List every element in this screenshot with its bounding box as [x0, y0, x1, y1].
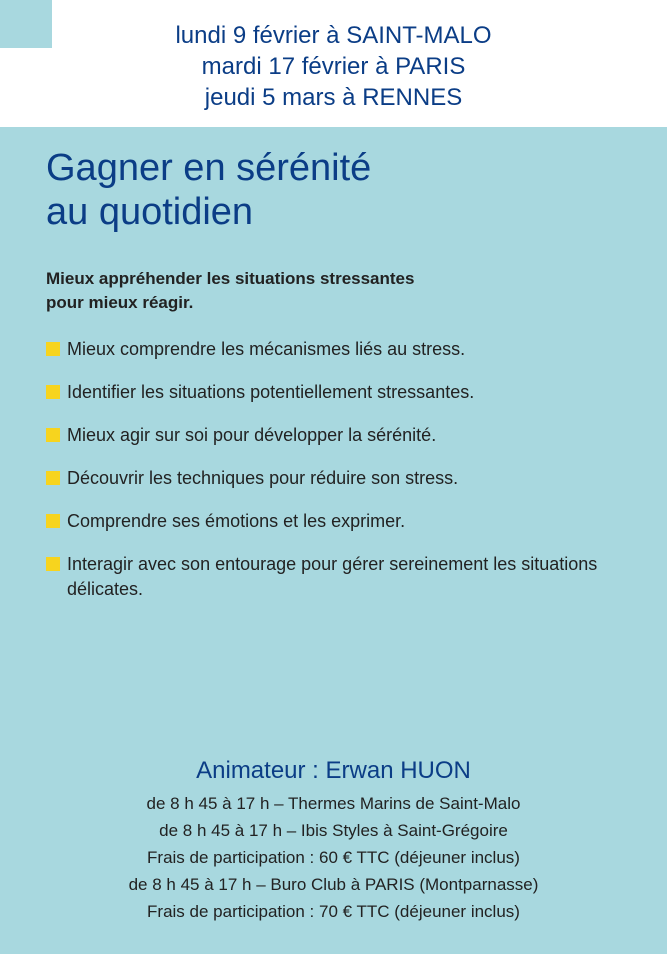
- yellow-square-bullet-icon: [46, 514, 60, 528]
- yellow-square-bullet-icon: [46, 428, 60, 442]
- footer-info: [0, 756, 667, 925]
- list-item: [46, 423, 626, 448]
- yellow-square-bullet-icon: [46, 342, 60, 356]
- list-item-text: Mieux agir sur soi pour développer la sérénité.: [67, 425, 437, 445]
- yellow-square-bullet-icon: [46, 471, 60, 485]
- date-line: mardi 17 février à PARIS: [201, 53, 466, 80]
- list-item-text: Découvrir les techniques pour réduire son stress.: [67, 468, 459, 488]
- info-line: de 8 h 45 à 17 h – Buro Club à PARIS (Montparnasse): [128, 875, 539, 894]
- list-item: [46, 552, 626, 602]
- list-item-text: Comprendre ses émotions et les exprimer.: [67, 511, 406, 531]
- info-line: de 8 h 45 à 17 h – Thermes Marins de Saint-Malo: [146, 794, 521, 813]
- date-line: lundi 9 février à SAINT-MALO: [175, 22, 492, 49]
- animateur-heading: Animateur : Erwan HUON: [196, 757, 471, 784]
- subtitle: [46, 267, 414, 315]
- subtitle-line: pour mieux réagir.: [46, 293, 194, 312]
- list-item: [46, 466, 626, 491]
- list-item: [46, 380, 626, 405]
- yellow-square-bullet-icon: [46, 557, 60, 571]
- info-line: Frais de participation : 70 € TTC (déjeuner inclus): [147, 902, 520, 921]
- subtitle-line: Mieux appréhender les situations stressantes: [46, 269, 415, 288]
- list-item-text: Identifier les situations potentiellement stressantes.: [67, 382, 475, 402]
- list-item-text: Mieux comprendre les mécanismes liés au stress.: [67, 339, 466, 359]
- info-line: Frais de participation : 60 € TTC (déjeuner inclus): [147, 848, 520, 867]
- yellow-square-bullet-icon: [46, 385, 60, 399]
- objectives-list: [46, 337, 626, 620]
- event-dates: [0, 20, 667, 113]
- info-line: de 8 h 45 à 17 h – Ibis Styles à Saint-Grégoire: [159, 821, 508, 840]
- list-item-text: Interagir avec son entourage pour gérer sereinement les situations délicates.: [67, 554, 598, 599]
- page-title: [46, 146, 371, 234]
- title-line: Gagner en sérénité: [46, 147, 372, 189]
- list-item: [46, 509, 626, 534]
- header-banner: [0, 0, 667, 127]
- date-line: jeudi 5 mars à RENNES: [204, 84, 463, 111]
- list-item: [46, 337, 626, 362]
- title-line: au quotidien: [46, 191, 254, 233]
